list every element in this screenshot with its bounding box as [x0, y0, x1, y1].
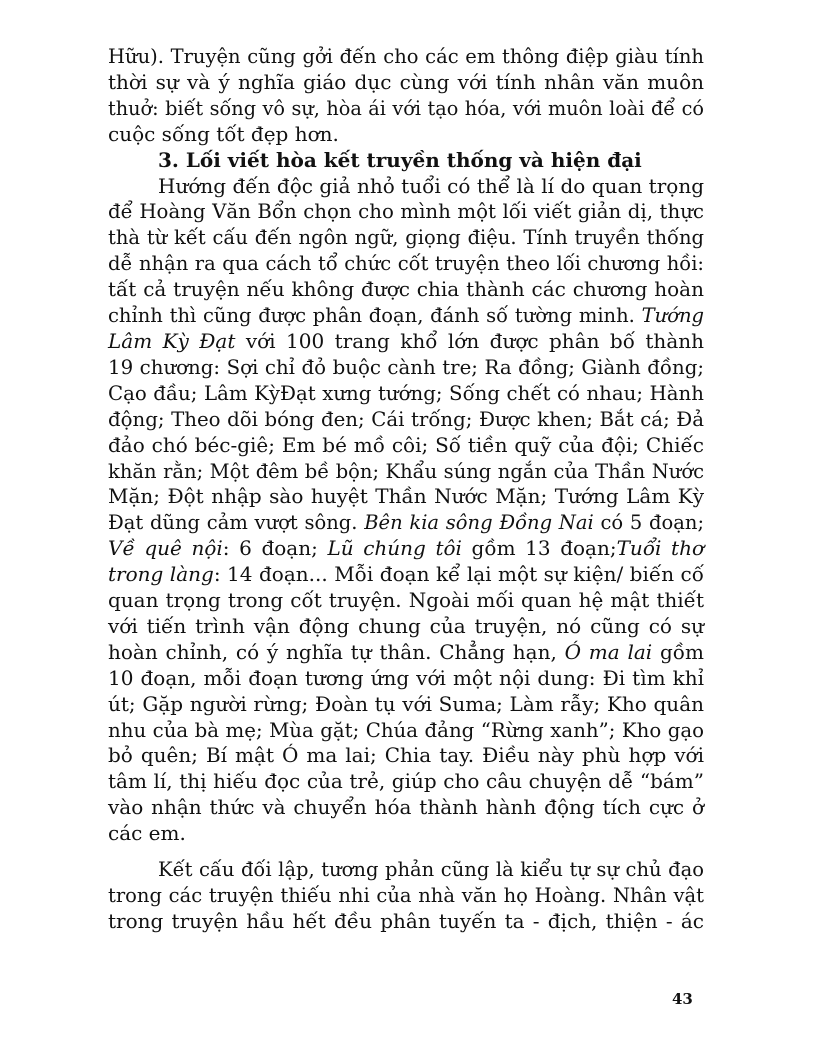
- text-run: gồm: [652, 639, 704, 664]
- book-title: Lũ chúng tôi: [327, 536, 462, 561]
- text-run: chỉnh thì cũng được phân đoạn, đánh số tường minh.: [108, 304, 642, 328]
- text-line: vào nhận thức và chuyển hóa thành hành động tích cực ở: [108, 795, 704, 820]
- text-run: hoàn chỉnh, có ý nghĩa tự thân. Chẳng hạn,: [108, 639, 565, 664]
- text-line: đảo chó béc-giê; Em bé mồ côi; Số tiền quỹ của đội; Chiếc: [108, 432, 704, 457]
- text-line: [108, 303, 704, 329]
- text-line: [108, 510, 704, 536]
- body-text: [108, 44, 704, 935]
- paragraph-1: [108, 44, 704, 148]
- text-line: Hữu). Truyện cũng gởi đến cho các em thông điệp giàu tính: [108, 45, 704, 68]
- text-line: với tiến trình vận động chung của truyện, nó cũng có sự: [108, 613, 704, 638]
- text-line: thuở: biết sống vô sự, hòa ái với tạo hóa, với muôn loài để có: [108, 96, 704, 120]
- text-line: tất cả truyện nếu không được chia thành các chương hoàn: [108, 277, 704, 302]
- book-title: Lâm Kỳ Đạt: [108, 328, 236, 353]
- text-run: : 6 đoạn;: [222, 536, 328, 561]
- text-line: [108, 640, 704, 666]
- text-line: thời sự và ý nghĩa giáo dục cùng với tính nhân văn muôn: [108, 69, 704, 94]
- text-line: để Hoàng Văn Bổn chọn cho mình một lối viết giản dị, thực: [108, 200, 704, 224]
- book-title: Tướng: [641, 304, 704, 328]
- text-line: bỏ quên; Bí mật Ó ma lai; Chia tay. Điều này phù hợp với: [108, 743, 704, 768]
- text-line: [108, 329, 704, 355]
- text-line: 10 đoạn, mỗi đoạn tương ứng với một nội dung: Đi tìm khỉ: [108, 665, 704, 690]
- book-title: Tuổi thơ: [616, 536, 705, 561]
- text-run: gồm 13 đoạn;: [461, 536, 617, 561]
- text-line: thà từ kết cấu đến ngôn ngữ, giọng điệu. Tính truyền thống: [108, 226, 704, 250]
- paragraph-spacer: [108, 847, 704, 857]
- section-heading: 3. Lối viết hòa kết truyền thống và hiện đại: [158, 147, 642, 172]
- text-line: động; Theo dõi bóng đen; Cái trống; Được khen; Bắt cá; Đả: [108, 407, 704, 431]
- text-line: khăn rằn; Một đêm bề bộn; Khẩu súng ngắn của Thần Nước: [108, 459, 704, 483]
- text-line: dễ nhận ra qua cách tổ chức cốt truyện theo lối chương hồi:: [108, 252, 704, 276]
- text-line: Mặn; Đột nhập sào huyệt Thần Nước Mặn; Tướng Lâm Kỳ: [108, 484, 704, 509]
- text-line: các em.: [108, 821, 186, 846]
- text-line: [108, 562, 704, 588]
- page-number: 43: [672, 990, 693, 1008]
- text-line: tâm lí, thị hiếu đọc của trẻ, giúp cho câu chuyện dễ “bám”: [108, 769, 704, 794]
- paragraph-2: [108, 174, 704, 848]
- text-line: trong truyện hầu hết đều phân tuyến ta - địch, thiện - ác: [108, 908, 704, 933]
- text-line: [108, 536, 704, 562]
- text-line: Hướng đến độc giả nhỏ tuổi có thể là lí do quan trọng: [158, 173, 704, 198]
- book-title: Ó ma lai: [564, 639, 653, 664]
- text-run: có 5 đoạn;: [593, 511, 705, 535]
- book-title: Bên kia sông Đồng Nai: [364, 511, 594, 535]
- text-line: Cạo đầu; Lâm KỳĐạt xưng tướng; Sống chết có nhau; Hành: [108, 381, 704, 405]
- paragraph-3: [108, 857, 704, 935]
- text-line: cuộc sống tốt đẹp hơn.: [108, 121, 339, 146]
- text-line: trong các truyện thiếu nhi của nhà văn họ Hoàng. Nhân vật: [108, 884, 704, 907]
- book-title: Về quê nội: [108, 536, 223, 561]
- text-run: Đạt dũng cảm vượt sông.: [108, 511, 365, 535]
- text-line: 19 chương: Sợi chỉ đỏ buộc cành tre; Ra đồng; Giành đồng;: [108, 355, 704, 379]
- book-title: trong làng: [108, 562, 214, 587]
- text-line: quan trọng trong cốt truyện. Ngoài mối quan hệ mật thiết: [108, 588, 704, 613]
- text-line: nhu của bà mẹ; Mùa gặt; Chúa đảng “Rừng xanh”; Kho gạo: [108, 718, 704, 742]
- text-line: Kết cấu đối lập, tương phản cũng là kiểu tự sự chủ đạo: [158, 858, 704, 882]
- text-run: với 100 trang khổ lớn được phân bố thành: [235, 328, 704, 353]
- text-run: : 14 đoạn... Mỗi đoạn kể lại một sự kiện/ biến cố: [213, 562, 704, 587]
- text-line: út; Gặp người rừng; Đoàn tụ với Suma; Làm rẫy; Kho quân: [108, 691, 704, 716]
